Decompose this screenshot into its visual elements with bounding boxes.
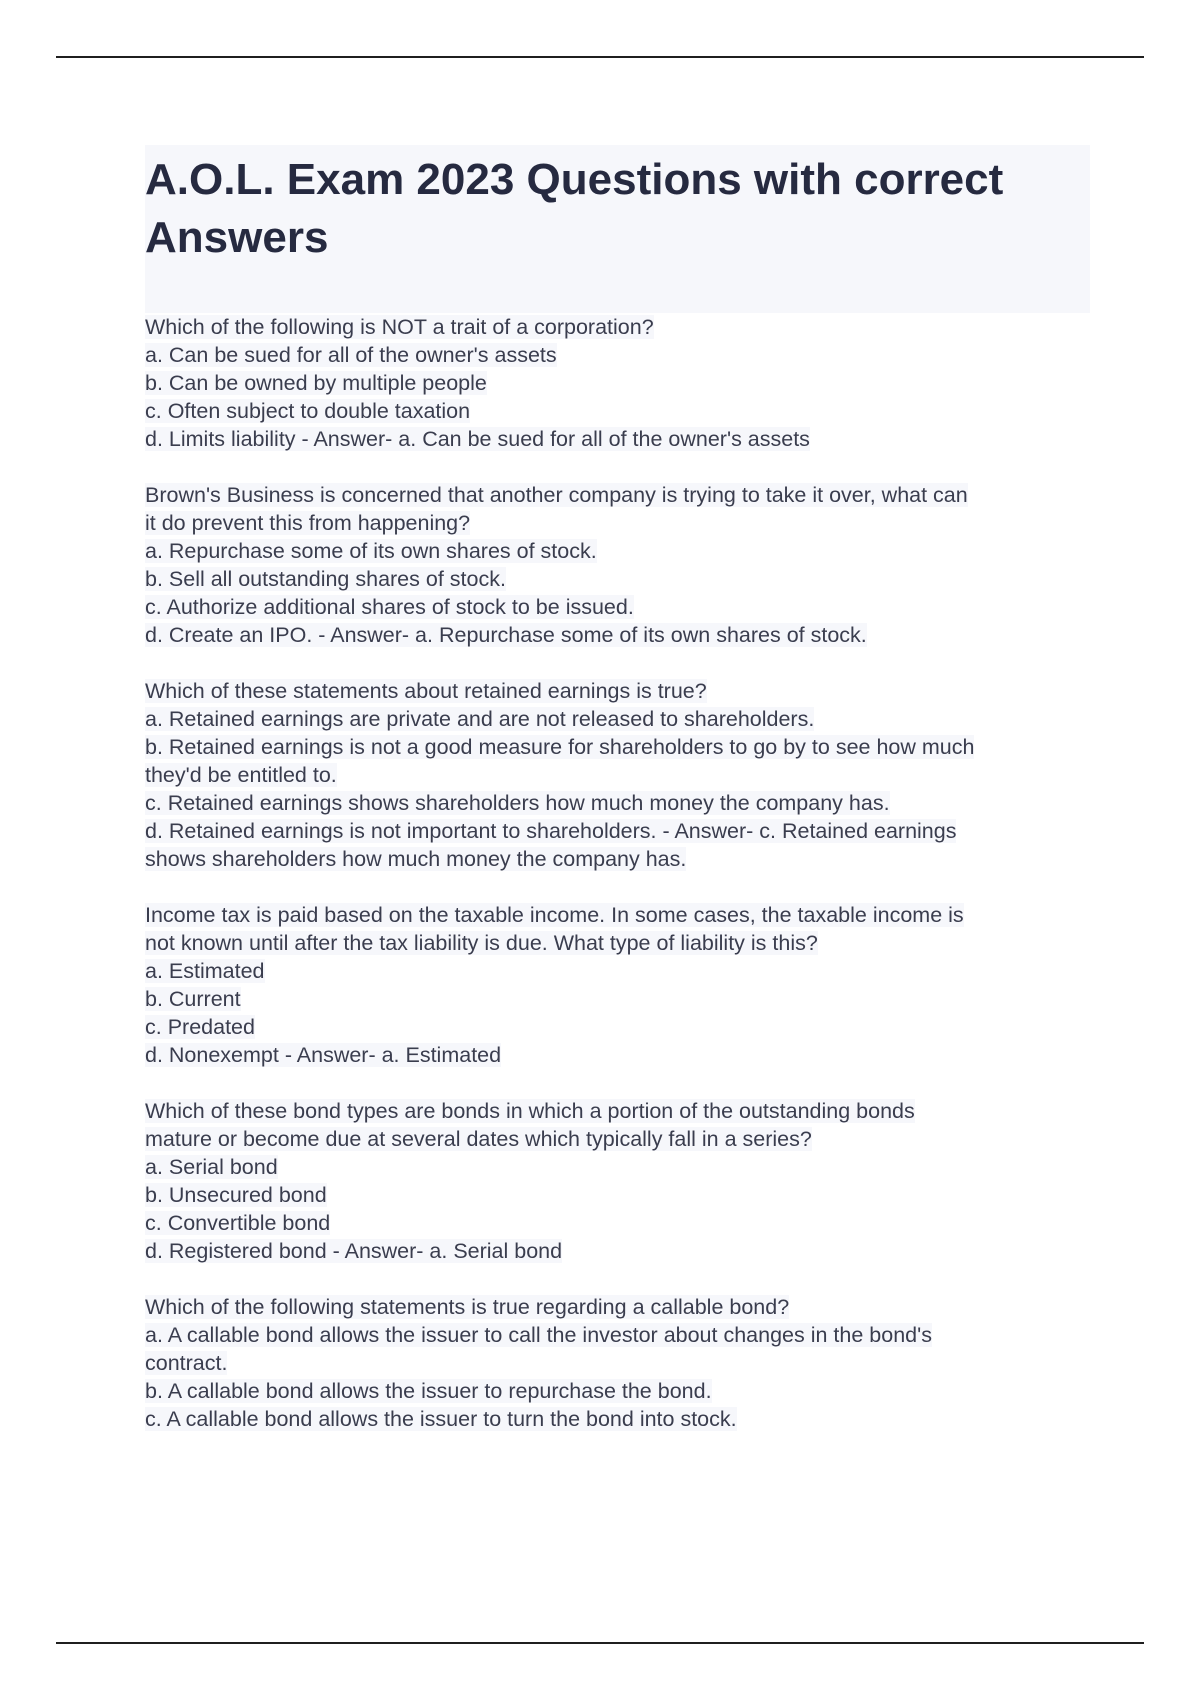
question-text [145,1293,1090,1321]
line-text: b. Sell all outstanding shares of stock. [145,567,506,591]
question-line [145,957,1090,985]
line-text: shows shareholders how much money the company has. [145,847,687,871]
document-page [145,145,1090,1461]
question-line [145,1377,1090,1405]
question-block [145,677,1090,873]
question-line [145,1153,1090,1181]
line-text: a. Estimated [145,959,265,983]
question-line [145,1209,1090,1237]
line-text: b. A callable bond allows the issuer to repurchase the bond. [145,1379,712,1403]
line-text: Which of these statements about retained earnings is true? [145,679,707,703]
bottom-rule [56,1642,1144,1644]
line-text: d. Nonexempt - Answer- a. Estimated [145,1043,502,1067]
question-line [145,817,1090,845]
question-text [145,677,1090,705]
question-line [145,369,1090,397]
question-block [145,1293,1090,1433]
line-text: c. Authorize additional shares of stock to be issued. [145,595,634,619]
line-text: d. Create an IPO. - Answer- a. Repurchase some of its own shares of stock. [145,623,867,647]
line-text: not known until after the tax liability is due. What type of liability is this? [145,931,818,955]
question-line [145,705,1090,733]
line-text: a. Repurchase some of its own shares of stock. [145,539,597,563]
question-line [145,509,1090,537]
line-text: d. Limits liability - Answer- a. Can be sued for all of the owner's assets [145,427,810,451]
question-line [145,789,1090,817]
line-text: contract. [145,1351,228,1375]
question-list [145,313,1090,1433]
line-text: Brown's Business is concerned that another company is trying to take it over, what can [145,483,968,507]
line-text: d. Registered bond - Answer- a. Serial bond [145,1239,563,1263]
line-text: c. Retained earnings shows shareholders how much money the company has. [145,791,890,815]
line-text: b. Current [145,987,241,1011]
question-block [145,1097,1090,1265]
question-line [145,593,1090,621]
line-text: they'd be entitled to. [145,763,337,787]
question-line [145,929,1090,957]
question-line [145,1041,1090,1069]
line-text: a. Serial bond [145,1155,278,1179]
question-line [145,761,1090,789]
document-title: A.O.L. Exam 2023 Questions with correct Answers [145,155,1004,262]
question-line [145,621,1090,649]
question-line [145,425,1090,453]
question-text [145,901,1090,929]
line-text: a. Can be sued for all of the owner's assets [145,343,557,367]
question-line [145,397,1090,425]
question-text [145,1097,1090,1125]
line-text: b. Retained earnings is not a good measure for shareholders to go by to see how much [145,735,975,759]
line-text: c. Often subject to double taxation [145,399,471,423]
question-line [145,1321,1090,1349]
question-line [145,985,1090,1013]
question-line [145,733,1090,761]
question-block [145,901,1090,1069]
question-line [145,1013,1090,1041]
line-text: c. A callable bond allows the issuer to turn the bond into stock. [145,1407,737,1431]
title-block [145,145,1090,313]
question-line [145,341,1090,369]
line-text: Income tax is paid based on the taxable income. In some cases, the taxable income is [145,903,964,927]
question-block [145,313,1090,453]
line-text: Which of these bond types are bonds in which a portion of the outstanding bonds [145,1099,915,1123]
question-text [145,313,1090,341]
line-text: c. Convertible bond [145,1211,331,1235]
question-line [145,1349,1090,1377]
question-line [145,1405,1090,1433]
line-text: it do prevent this from happening? [145,511,471,535]
line-text: mature or become due at several dates which typically fall in a series? [145,1127,812,1151]
line-text: a. Retained earnings are private and are not released to shareholders. [145,707,815,731]
question-block [145,481,1090,649]
line-text: d. Retained earnings is not important to shareholders. - Answer- c. Retained earnings [145,819,957,843]
line-text: Which of the following statements is true regarding a callable bond? [145,1295,790,1319]
question-line [145,1181,1090,1209]
line-text: a. A callable bond allows the issuer to call the investor about changes in the bond's [145,1323,932,1347]
question-line [145,565,1090,593]
line-text: Which of the following is NOT a trait of a corporation? [145,315,654,339]
question-line [145,845,1090,873]
question-line [145,1125,1090,1153]
line-text: c. Predated [145,1015,255,1039]
question-line [145,1237,1090,1265]
line-text: b. Unsecured bond [145,1183,327,1207]
line-text: b. Can be owned by multiple people [145,371,487,395]
question-text [145,481,1090,509]
top-rule [56,56,1144,58]
question-line [145,537,1090,565]
